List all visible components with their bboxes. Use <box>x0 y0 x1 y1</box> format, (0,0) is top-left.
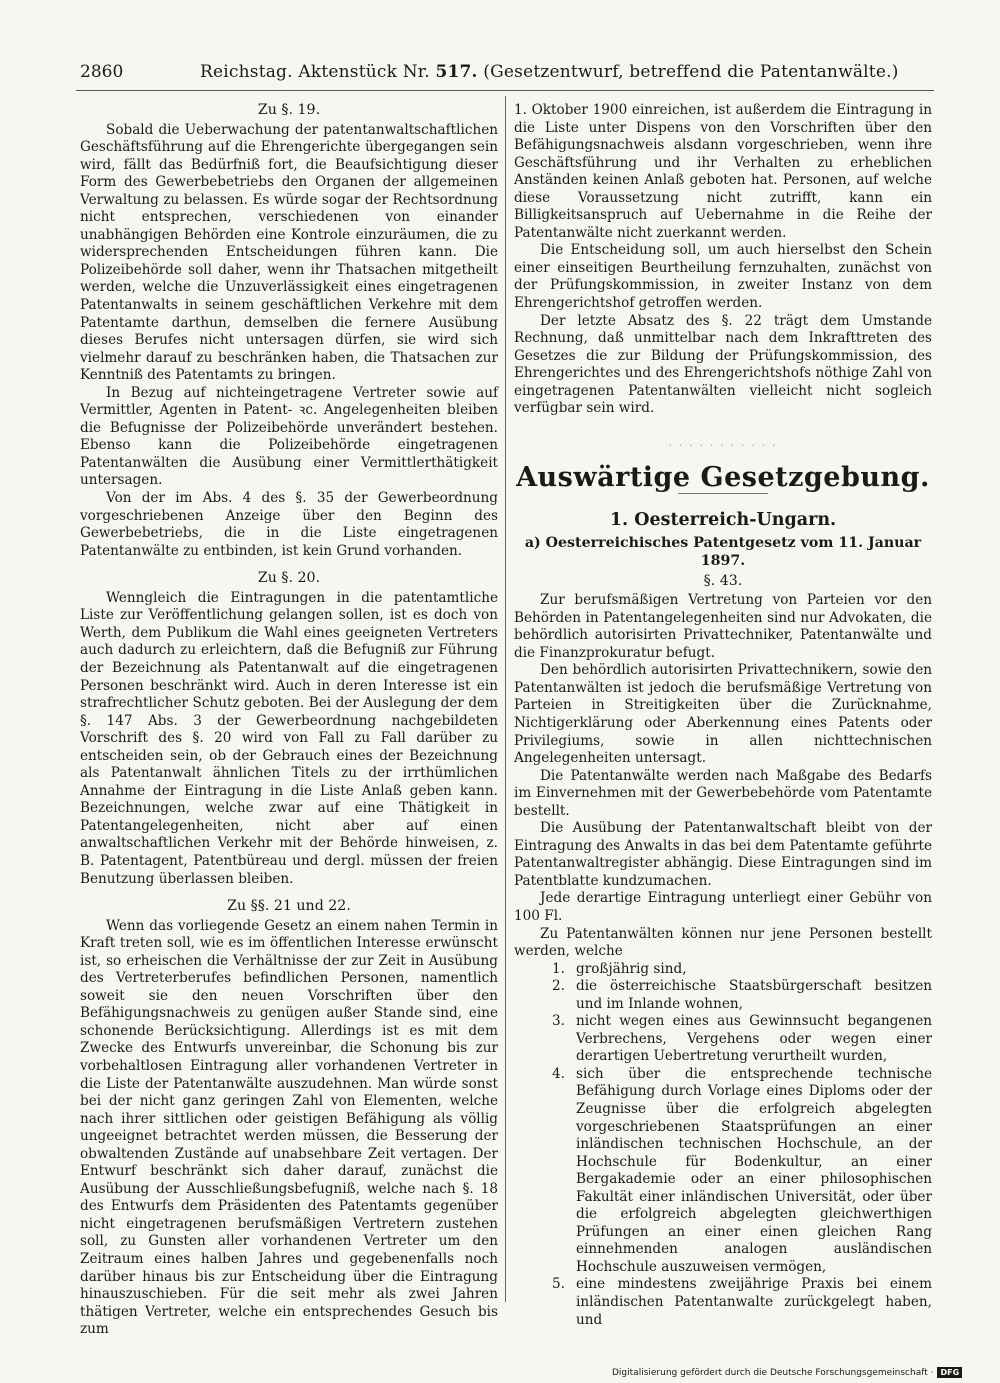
list-item-text: großjährig sind, <box>576 960 687 977</box>
right-column <box>514 102 932 1329</box>
header-rule <box>76 90 934 91</box>
list-item <box>552 1065 932 1277</box>
paragraph: Zu Patentanwälten können nur jene Personen bestellt werden, welche <box>514 925 932 960</box>
paragraph: Von der im Abs. 4 des §. 35 der Gewerbeordnung vorgeschriebenen Anzeige über den Beginn des Gewerbebetriebs, die in die Liste eingetragenen Patentanwälte zu entbinden, ist kein Grund vorhanden. <box>80 490 498 559</box>
list-number: 4. <box>552 1065 565 1082</box>
paragraph: Die Ausübung der Patentanwaltschaft bleibt von der Eintragung des Anwalts in das bei dem Patentamte geführte Patentanwaltregister abhängig. Diese Eintragungen sind im Patentblatte kundzumachen. <box>514 820 932 889</box>
paragraph: In Bezug auf nichteingetragene Vertreter sowie auf Vermittler, Agenten in Patent- ꝛc. Angelegenheiten bleiben die Befugnisse der Polizeibehörde unverändert bestehen. Ebenso kann die Polizeibehörde eingetragenen Patentanwälten die Ausübung einer Vermittlerthätigkeit untersagen. <box>80 384 498 489</box>
list-item <box>552 960 932 979</box>
paragraph: Jede derartige Eintragung unterliegt einer Gebühr von 100 Fl. <box>514 890 932 924</box>
section-heading-20: Zu §. 20. <box>257 570 321 587</box>
paragraph: Zur berufsmäßigen Vertretung von Parteien vor den Behörden in Patentangelegenheiten sind nur Advokaten, die behördlich autorisirten Privattechniker, Patentanwälte und die Finanzprokuratur befugt. <box>514 592 932 661</box>
list-item-text: eine mindestens zweijährige Praxis bei einem inländischen Patentanwalte zurückgelegt haben, und <box>576 1276 932 1328</box>
header-title <box>200 62 899 82</box>
list-item-text: die österreichische Staatsbürgerschaft besitzen und im Inlande wohnen, <box>576 978 932 1012</box>
digitization-footer <box>612 1367 994 1381</box>
running-header <box>80 62 930 86</box>
section-separator: · · · · · · · · · · · <box>668 440 778 452</box>
header-title-suffix: (Gesetzentwurf, betreffend die Patentanwälte.) <box>483 62 899 82</box>
footer-text: Digitalisierung gefördert durch die Deutsche Forschungsgemeinschaft · <box>612 1368 934 1378</box>
requirements-list <box>514 961 932 1329</box>
paragraph: 1. Oktober 1900 einreichen, ist außerdem die Eintragung in die Liste unter Dispens von den Vorschriften über den Befähigungsnachweis alsdann vorgeschrieben, wenn ihre Geschäftsführung und ihr Verhalten zu erheblichen Anständen keinen Anlaß geboten hat. Personen, auf welche diese Voraussetzung nicht zutrifft, kann ein Billigkeitsanspruch auf Uebernahme in die Reihe der Patentanwälte nicht zuerkannt werden. <box>514 102 932 241</box>
paragraph: Wenngleich die Eintragungen in die patentamtliche Liste zur Veröffentlichung gelangen sollen, ist es doch von Werth, dem Publikum die Wahl eines geeigneten Vertreters auch dadurch zu erleichtern, daß die Befugniß zur Führung der Bezeichnung als Patentanwalt auf die eingetragenen Personen beschränkt wird. Auch in deren Interesse ist ein strafrechtlicher Schutz geboten. Bei der Auslegung der dem §. 147 Abs. 3 der Gewerbeordnung nachgebildeten Vorschrift des §. 20 wird von Fall zu Fall darüber zu entscheiden sein, ob der Gebrauch eines der Bezeichnung als Patentanwalt ähnlichen Titels zu der irrthümlichen Annahme der Eintragung in die Liste Anlaß geben kann. Bezeichnungen, welche zwar auf eine Thätigkeit in Patentangelegenheiten, nicht aber auf einen anwaltschaftlichen Verkehr mit der Behörde hinweisen, z. B. Patentagent, Patentbüreau und dergl. müssen der freien Benutzung überlassen bleiben. <box>80 589 498 887</box>
paragraph: Die Entscheidung soll, um auch hierselbst den Schein einer einseitigen Beurtheilung fernzuhalten, zunächst von der Prüfungskommission, in zweiter Instanz von dem Ehrengerichtshof getroffen werden. <box>514 242 932 312</box>
dfg-logo: DFG <box>937 1367 962 1378</box>
list-number: 5. <box>552 1276 565 1293</box>
header-title-prefix: Reichstag. Aktenstück Nr. <box>200 62 430 82</box>
list-number: 3. <box>552 1013 565 1030</box>
document-number: 517. <box>435 62 478 82</box>
list-item-text: sich über die entsprechende technische Befähigung durch Vorlage eines Diploms oder der Zeugnisse über die erfolgreich abgelegten vorgeschriebenen Staatsprüfungen an einer inländischen technischen Hochschule, an der Hochschule für Bodenkultur, an einer Bergakademie oder an einer philosophischen Fakultät einer inländischen Universität, oder über die erfolgreich abgelegten gleichwerthigen Prüfungen an einer einen gleichen Rang einnehmenden analogen ausländischen Hochschule auszuweisen vermögen, <box>576 1065 932 1275</box>
country-heading: 1. Oesterreich-Ungarn. <box>609 509 837 530</box>
list-item <box>552 1276 932 1329</box>
list-item <box>552 1013 932 1066</box>
page-number: 2860 <box>80 62 124 82</box>
list-item-text: nicht wegen eines aus Gewinnsucht begangenen Verbrechens, Vergehens oder wegen einer derartigen Uebertretung verurtheilt wurden, <box>576 1013 932 1065</box>
paragraph: Den behördlich autorisirten Privattechnikern, sowie den Patentanwälten ist jedoch die berufsmäßige Vertretung von Parteien in Streitigkeiten über die Zurücknahme, Nichtigerklärung oder Aberkennung eines Patents oder Privilegiums, sowie in allen nichttechnischen Angelegenheiten untersagt. <box>514 662 932 767</box>
column-divider <box>505 96 506 1302</box>
section-heading-21-22: Zu §§. 21 und 22. <box>227 898 351 915</box>
left-column <box>80 102 498 1339</box>
paragraph: Wenn das vorliegende Gesetz an einem nahen Termin in Kraft treten soll, wie es im öffentlichen Interesse erwünscht ist, so erheischen die Verhältnisse der zur Zeit in Ausübung des Vertreterberufes befindlichen Personen, namentlich soweit sie den neuen Vorschriften über den Befähigungsnachweis zu genügen außer Stande sind, eine schonende Berücksichtigung. Allerdings ist es mit dem Zwecke des Entwurfs unvereinbar, die Schonung bis zur vorbehaltlosen Eintragung aller vorhandenen Vertreter in die Liste der Patentanwälte auszudehnen. Man würde sonst bei der nicht ganz geringen Zahl von Elementen, welche nach ihrer sittlichen oder geistigen Befähigung als völlig ungeeignet betrachtet werden müssen, die Besserung der obwaltenden Zustände auf unabsehbare Zeit vertagen. Der Entwurf beschränkt sich daher darauf, zunächst die Ausübung der Ausschließungsbefugniß, welche nach §. 18 des Entwurfs dem Präsidenten des Patentamts gegenüber nicht eingetragenen berufsmäßigen Vertretern zustehen soll, zu Gunsten aller vorhandenen Vertreter um den Zeitraum eines halben Jahres und gegebenenfalls noch darüber hinaus bis zur Entscheidung über die Eintragung hinauszuschieben. Für die seit mehr als zwei Jahren thätigen Vertreter, welche ein entsprechendes Gesuch bis zum <box>80 917 498 1338</box>
heading-rule <box>678 493 768 494</box>
paragraph: Der letzte Absatz des §. 22 trägt dem Umstande Rechnung, daß unmittelbar nach dem Inkrafttreten des Gesetzes die zur Bildung der Prüfungskommission, des Ehrengerichtes und des Ehrengerichtshofs nöthige Zahl von eingetragenen Patentanwälten vielleicht nicht sogleich verfügbar sein wird. <box>514 312 932 417</box>
list-number: 2. <box>552 978 565 995</box>
law-heading: a) Oesterreichisches Patentgesetz vom 11. Januar 1897. <box>524 535 922 570</box>
section-label: §. 43. <box>703 572 743 589</box>
section-heading-19: Zu §. 19. <box>257 102 321 118</box>
paragraph: Sobald die Ueberwachung der patentanwaltschaftlichen Geschäftsführung auf die Ehrengerichte übergegangen sein wird, fällt das Bedürfniß fort, die Beaufsichtigung dieser Form des Gewerbebetriebs den Organen der allgemeinen Verwaltung zu belassen. Es würde sogar der Rechtsordnung nicht entsprechen, verschiedenen von einander unabhängigen Behörden eine Kontrole einzuräumen, die zu widersprechenden Entscheidungen führen kann. Die Polizeibehörde soll daher, wenn ihr Thatsachen mitgetheilt werden, welche die Unzuverlässigkeit eines eingetragenen Patentanwalts in seinem geschäftlichen Verkehre mit dem Patentamte darthun, demselben die fernere Ausübung dieses Berufes nicht untersagen dürfen, sie wird sich vielmehr darauf zu beschränken haben, die Thatsachen zur Kenntniß des Patentamts zu bringen. <box>80 121 498 384</box>
paragraph: Die Patentanwälte werden nach Maßgabe des Bedarfs im Einvernehmen mit der Gewerbebehörde vom Patentamte bestellt. <box>514 767 932 819</box>
list-number: 1. <box>552 960 565 977</box>
list-item <box>552 978 932 1013</box>
main-heading: Auswärtige Gesetzgebung. <box>516 462 930 494</box>
